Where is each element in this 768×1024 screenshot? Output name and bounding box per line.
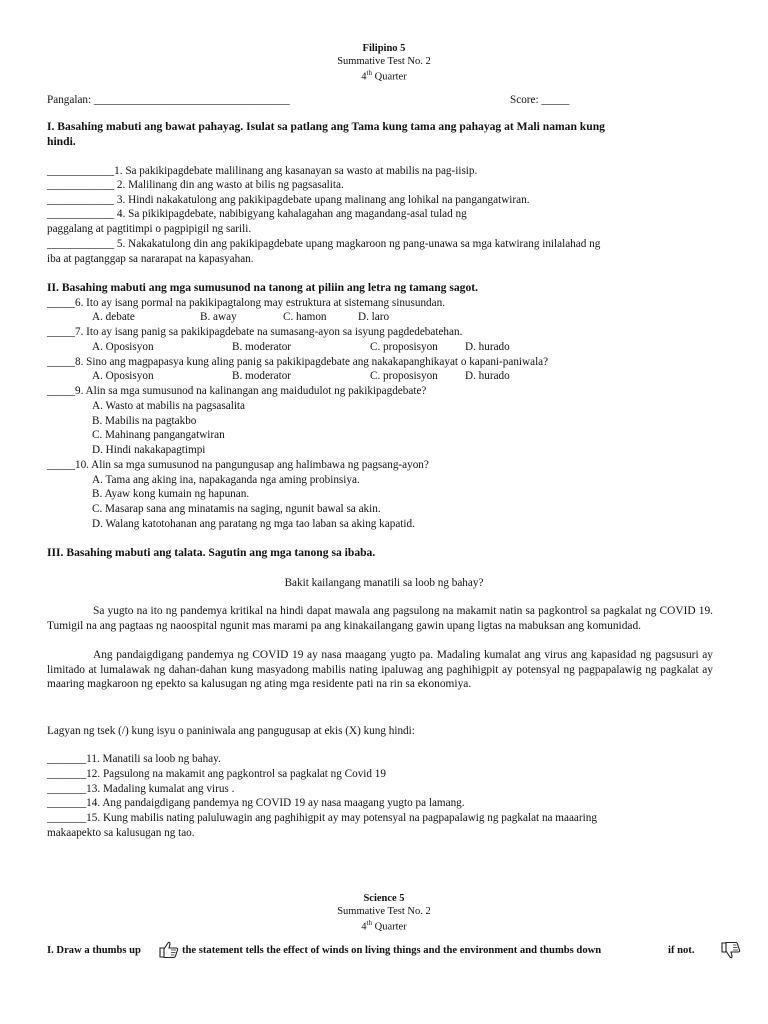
item-5: ____________ 5. Nakakatulong din ang pakikipagdebate upang magkaroon ng pang-unawa sa mga katwirang inilalahad ng	[47, 238, 601, 250]
q10-option-c: C. Masarap sana ang minatamis na saging, ngunit bawal sa akin.	[92, 503, 381, 515]
item-2: ____________ 2. Malilinang din ang wasto at bilis ng pagsasalita.	[47, 179, 344, 191]
q7-option-c: C. proposisyon	[370, 341, 438, 353]
item-15-cont: makaapekto sa kalusugan ng tao.	[47, 827, 195, 839]
q9-option-c: C. Mahinang pangangatwiran	[92, 429, 225, 441]
q7-option-b: B. moderator	[232, 341, 292, 353]
science-subject-title: Science 5	[363, 893, 405, 904]
test-title: Summative Test No. 2	[337, 56, 431, 67]
part1-instruction: I. Basahing mabuti ang bawat pahayag. Isulat sa patlang ang Tama kung tama ang pahayag at Mali naman kung	[47, 120, 605, 133]
part2-instruction: II. Basahing mabuti ang mga sumusunod na tanong at piliin ang letra ng tamang sagot.	[47, 281, 479, 294]
question-6: _____6. Ito ay isang pormal na pakikipagtalong may estruktura at sistemang sinusundan.	[47, 297, 446, 309]
science-quarter-label: 4th Quarter	[361, 919, 407, 933]
item-15: _______15. Kung mabilis nating paluluwagin ang paghihigpit ay may potensyal na pagpapalawig ng pagkalat na maaaring	[47, 812, 597, 824]
item-3: ____________ 3. Hindi nakakatulong ang pakikipagdebate upang malinang ang lohikal na pangangatwiran.	[47, 194, 530, 206]
q9-option-d: D. Hindi nakakapagtimpi	[92, 444, 206, 456]
science-instruction-b: the statement tells the effect of winds on living things and the environment and thumbs down	[182, 945, 602, 956]
item-4-cont: paggalang at pagtitimpi o pagpipigil ng sarili.	[47, 223, 252, 235]
part1-instruction-cont: hindi.	[47, 135, 76, 148]
q8-option-a: A. Oposisyon	[92, 370, 154, 382]
item-13: _______13. Madaling kumalat ang virus .	[47, 783, 235, 795]
quarter-label: 4th Quarter	[361, 69, 407, 83]
q7-option-d: D. hurado	[465, 341, 510, 353]
q9-option-b: B. Mabilis na pagtakbo	[92, 415, 197, 427]
q8-option-b: B. moderator	[232, 370, 292, 382]
q10-option-a: A. Tama ang aking ina, napakaganda nga aming probinsiya.	[92, 474, 360, 486]
passage-title: Bakit kailangang manatili sa loob ng bahay?	[284, 577, 484, 589]
science-instruction-c: if not.	[668, 945, 695, 956]
passage-paragraph-1: Sa yugto na ito ng pandemya kritikal na hindi dapat mawala ang pagsulong na makamit natin sa pagkontrol sa pagkalat ng COVID 19. Tumigil na ang pagtaas ng naoospital ngunit mas marami pa ang kinakailangang gawin upang ligtas na mabuksan ang komunidad.	[47, 605, 713, 632]
question-10: _____10. Alin sa mga sumusunod na pangungusap ang halimbawa ng pagsang-ayon?	[47, 459, 429, 471]
item-11: _______11. Manatili sa loob ng bahay.	[47, 753, 221, 765]
item-1: ____________1. Sa pakikipagdebate malilinang ang kasanayan sa wasto at mabilis na pag-iisip.	[47, 165, 478, 177]
part3-instruction: III. Basahing mabuti ang talata. Sagutin ang mga tanong sa ibaba.	[47, 546, 376, 559]
question-7: _____7. Ito ay isang panig sa pakikipagdebate na sumasang-ayon sa isyung pagdedebatehan.	[47, 326, 463, 338]
subject-title: Filipino 5	[362, 43, 406, 54]
q6-option-b: B. away	[200, 311, 237, 323]
question-8: _____8. Sino ang magpapasya kung aling panig sa pakikipagdebate ang nakakapanghikayat o kapani-paniwala?	[47, 356, 549, 368]
q6-option-d: D. laro	[358, 311, 390, 323]
science-instruction-a: I. Draw a thumbs up	[47, 945, 141, 956]
q6-option-a: A. debate	[92, 311, 135, 323]
q10-option-d: D. Walang katotohanan ang paratang ng mga tao laban sa aking kapatid.	[92, 518, 415, 530]
item-5-cont: iba at pagtanggap sa nararapat na kapasyahan.	[47, 253, 254, 265]
item-4: ____________ 4. Sa pikikipagdebate, nabibigyang kahalagahan ang magandang-asal tulad ng	[47, 208, 467, 220]
q9-option-a: A. Wasto at mabilis na pagsasalita	[92, 400, 245, 412]
check-instruction: Lagyan ng tsek (/) kung isyu o paniniwala ang pangugusap at ekis (X) kung hindi:	[47, 725, 415, 737]
passage-paragraph-2: Ang pandaigdigang pandemya ng COVID 19 ay nasa maagang yugto pa. Madaling kumalat ang virus ang kapasidad ng pagsusuri ay limitado at lumalawak ng dahan-dahan kung masyadong mabilis nating ipaluwag ang paghihigpit ay potensyal ng pagpapalawig ng pagkalat ay maaring magkaroon ng epekto sa kalusugan ng ating mga residente pati na rin sa ekonomiya.	[47, 649, 713, 691]
q10-option-b: B. Ayaw kong kumain ng hapunan.	[92, 488, 250, 500]
q7-option-a: A. Oposisyon	[92, 341, 154, 353]
thumbs-up-icon	[158, 940, 180, 958]
science-test-title: Summative Test No. 2	[337, 906, 431, 917]
item-14: _______14. Ang pandaigdigang pandemya ng COVID 19 ay nasa maagang yugto pa lamang.	[47, 797, 465, 809]
thumbs-down-icon	[720, 942, 742, 960]
q8-option-d: D. hurado	[465, 370, 510, 382]
item-12: _______12. Pagsulong na makamit ang pagkontrol sa pagkalat ng Covid 19	[47, 768, 386, 780]
q8-option-c: C. proposisyon	[370, 370, 438, 382]
question-9: _____9. Alin sa mga sumusunod na kalinangan ang maidudulot ng pakikipagdebate?	[47, 385, 427, 397]
score-field: Score: _____	[510, 94, 570, 106]
q6-option-c: C. hamon	[283, 311, 327, 323]
name-field: Pangalan: ___________________________________	[47, 94, 290, 106]
